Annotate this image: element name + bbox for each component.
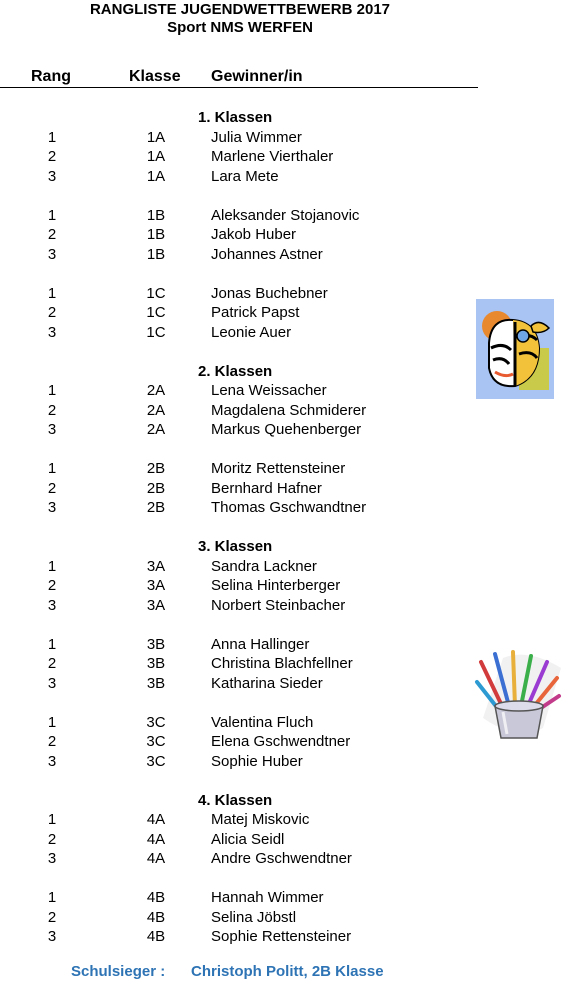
class-cell: 3A: [146, 557, 166, 575]
school-winner-value: Christoph Politt, 2B Klasse: [191, 963, 384, 980]
section-heading-label: 1. Klassen: [198, 109, 273, 126]
class-cell: 1C: [146, 304, 166, 321]
rank-cell: 3: [47, 167, 57, 185]
ranking-row: [0, 459, 480, 479]
ranking-row: [0, 401, 480, 421]
spacer: [0, 869, 480, 889]
class-cell: 3C: [146, 752, 166, 770]
class-cell: 3A: [146, 577, 166, 594]
class-cell: 4B: [146, 928, 166, 945]
section-heading: [0, 362, 480, 382]
ranking-list: [0, 108, 480, 947]
page-title: RANGLISTE JUGENDWETTBEWERB 2017: [89, 1, 391, 18]
ranking-row: [0, 752, 480, 772]
class-cell: 3B: [146, 674, 166, 692]
class-cell: 4B: [146, 889, 166, 906]
rank-cell: 2: [47, 830, 57, 848]
winner-name-cell: Valentina Fluch: [211, 713, 314, 731]
column-header-rang: Rang: [31, 68, 71, 85]
rank-cell: 2: [47, 226, 57, 243]
ranking-row: [0, 479, 480, 499]
winner-name-cell: Leonie Auer: [211, 323, 292, 341]
spacer: [0, 518, 480, 538]
ranking-row: [0, 927, 480, 947]
winner-name-cell: Thomas Gschwandtner: [211, 499, 367, 516]
winner-name-cell: Alicia Seidl: [211, 830, 285, 848]
ranking-row: [0, 635, 480, 655]
ranking-row: [0, 576, 480, 596]
winner-name-cell: Marlene Vierthaler: [211, 148, 334, 165]
rank-cell: 1: [47, 284, 57, 302]
class-cell: 3B: [146, 635, 166, 653]
winner-name-cell: Sophie Huber: [211, 752, 303, 770]
ranking-row: [0, 830, 480, 850]
section-heading: [0, 791, 480, 811]
winner-name-cell: Markus Quehenberger: [211, 421, 362, 438]
ranking-row: [0, 557, 480, 577]
section-heading: [0, 108, 480, 128]
ranking-row: [0, 849, 480, 869]
winner-name-cell: Jakob Huber: [211, 226, 297, 243]
rank-cell: 2: [47, 908, 57, 926]
winner-name-cell: Bernhard Hafner: [211, 479, 322, 497]
ranking-row: [0, 498, 480, 518]
ranking-row: [0, 674, 480, 694]
class-cell: 1C: [146, 323, 166, 341]
rank-cell: 3: [47, 499, 57, 516]
winner-name-cell: Matej Miskovic: [211, 811, 310, 828]
ranking-row: [0, 888, 480, 908]
rank-cell: 1: [47, 382, 57, 399]
spacer: [0, 615, 480, 635]
winner-name-cell: Andre Gschwendtner: [211, 850, 352, 867]
class-cell: 2B: [146, 460, 166, 477]
rank-cell: 1: [47, 460, 57, 477]
winner-name-cell: Selina Hinterberger: [211, 577, 341, 594]
spacer: [0, 342, 480, 362]
class-cell: 3C: [146, 713, 166, 731]
rank-cell: 3: [47, 928, 57, 945]
rank-cell: 1: [47, 128, 57, 146]
ranking-row: [0, 810, 480, 830]
ranking-row: [0, 206, 480, 226]
class-cell: 1B: [146, 226, 166, 243]
class-cell: 2A: [146, 421, 166, 438]
rank-cell: 3: [47, 421, 57, 438]
header-rule: [0, 87, 478, 88]
winner-name-cell: Katharina Sieder: [211, 674, 323, 692]
ranking-row: [0, 128, 480, 148]
class-cell: 3B: [146, 655, 166, 672]
ranking-row: [0, 381, 480, 401]
winner-name-cell: Lara Mete: [211, 167, 279, 185]
winner-name-cell: Sophie Rettensteiner: [211, 928, 352, 945]
class-cell: 4A: [146, 830, 166, 848]
section-heading-label: 4. Klassen: [198, 791, 273, 809]
ranking-row: [0, 713, 480, 733]
spacer: [0, 693, 480, 713]
class-cell: 1A: [146, 167, 166, 185]
class-cell: 2A: [146, 382, 166, 399]
rank-cell: 1: [47, 713, 57, 731]
ranking-row: [0, 284, 480, 304]
art-palette-face-clipart: [475, 298, 555, 400]
ranking-row: [0, 596, 480, 616]
pencil-cup-clipart: [473, 648, 565, 744]
winner-name-cell: Magdalena Schmiderer: [211, 401, 367, 419]
class-cell: 2A: [146, 401, 166, 419]
winner-name-cell: Selina Jöbstl: [211, 908, 297, 926]
rank-cell: 3: [47, 323, 57, 341]
section-heading-label: 3. Klassen: [198, 538, 273, 555]
winner-name-cell: Anna Hallinger: [211, 635, 310, 653]
rank-cell: 3: [47, 752, 57, 770]
rank-cell: 3: [47, 674, 57, 692]
spacer: [0, 186, 480, 206]
rank-cell: 3: [47, 850, 57, 867]
rank-cell: 2: [47, 577, 57, 594]
column-header-gewinner: Gewinner/in: [211, 68, 303, 85]
rank-cell: 2: [47, 401, 57, 419]
winner-name-cell: Sandra Lackner: [211, 557, 317, 575]
class-cell: 3C: [146, 733, 166, 750]
class-cell: 4B: [146, 908, 166, 926]
spacer: [0, 771, 480, 791]
class-cell: 3A: [146, 596, 166, 614]
winner-name-cell: Julia Wimmer: [211, 128, 302, 146]
rank-cell: 2: [47, 733, 57, 750]
winner-name-cell: Christina Blachfellner: [211, 655, 353, 672]
class-cell: 2B: [146, 479, 166, 497]
class-cell: 1B: [146, 206, 166, 224]
rank-cell: 3: [47, 245, 57, 263]
rank-cell: 2: [47, 304, 57, 321]
rank-cell: 1: [47, 811, 57, 828]
school-winner: [71, 962, 384, 981]
class-cell: 1A: [146, 148, 166, 165]
class-cell: 2B: [146, 499, 166, 516]
rank-cell: 1: [47, 206, 57, 224]
ranking-row: [0, 654, 480, 674]
winner-name-cell: Norbert Steinbacher: [211, 596, 346, 614]
column-header-klasse: Klasse: [129, 68, 181, 85]
winner-name-cell: Johannes Astner: [211, 245, 323, 263]
class-cell: 4A: [146, 811, 166, 828]
rank-cell: 2: [47, 148, 57, 165]
rank-cell: 1: [47, 635, 57, 653]
ranking-row: [0, 908, 480, 928]
section-heading-label: 2. Klassen: [198, 362, 273, 380]
ranking-row: [0, 732, 480, 752]
rank-cell: 2: [47, 655, 57, 672]
ranking-row: [0, 245, 480, 265]
ranking-row: [0, 420, 480, 440]
ranking-row: [0, 147, 480, 167]
winner-name-cell: Elena Gschwendtner: [211, 733, 351, 750]
page-subtitle: Sport NMS WERFEN: [167, 19, 313, 36]
spacer: [0, 264, 480, 284]
winner-name-cell: Lena Weissacher: [211, 382, 327, 399]
ranking-row: [0, 323, 480, 343]
class-cell: 1A: [146, 128, 166, 146]
winner-name-cell: Jonas Buchebner: [211, 284, 328, 302]
class-cell: 1C: [146, 284, 166, 302]
school-winner-label: Schulsieger :: [71, 963, 166, 980]
winner-name-cell: Aleksander Stojanovic: [211, 206, 360, 224]
class-cell: 4A: [146, 850, 166, 867]
section-heading: [0, 537, 480, 557]
rank-cell: 1: [47, 557, 57, 575]
class-cell: 1B: [146, 245, 166, 263]
ranking-row: [0, 167, 480, 187]
winner-name-cell: Patrick Papst: [211, 304, 300, 321]
rank-cell: 3: [47, 596, 57, 614]
rank-cell: 2: [47, 479, 57, 497]
spacer: [0, 440, 480, 460]
ranking-row: [0, 303, 480, 323]
winner-name-cell: Hannah Wimmer: [211, 889, 324, 906]
ranking-row: [0, 225, 480, 245]
winner-name-cell: Moritz Rettensteiner: [211, 460, 346, 477]
rank-cell: 1: [47, 889, 57, 906]
